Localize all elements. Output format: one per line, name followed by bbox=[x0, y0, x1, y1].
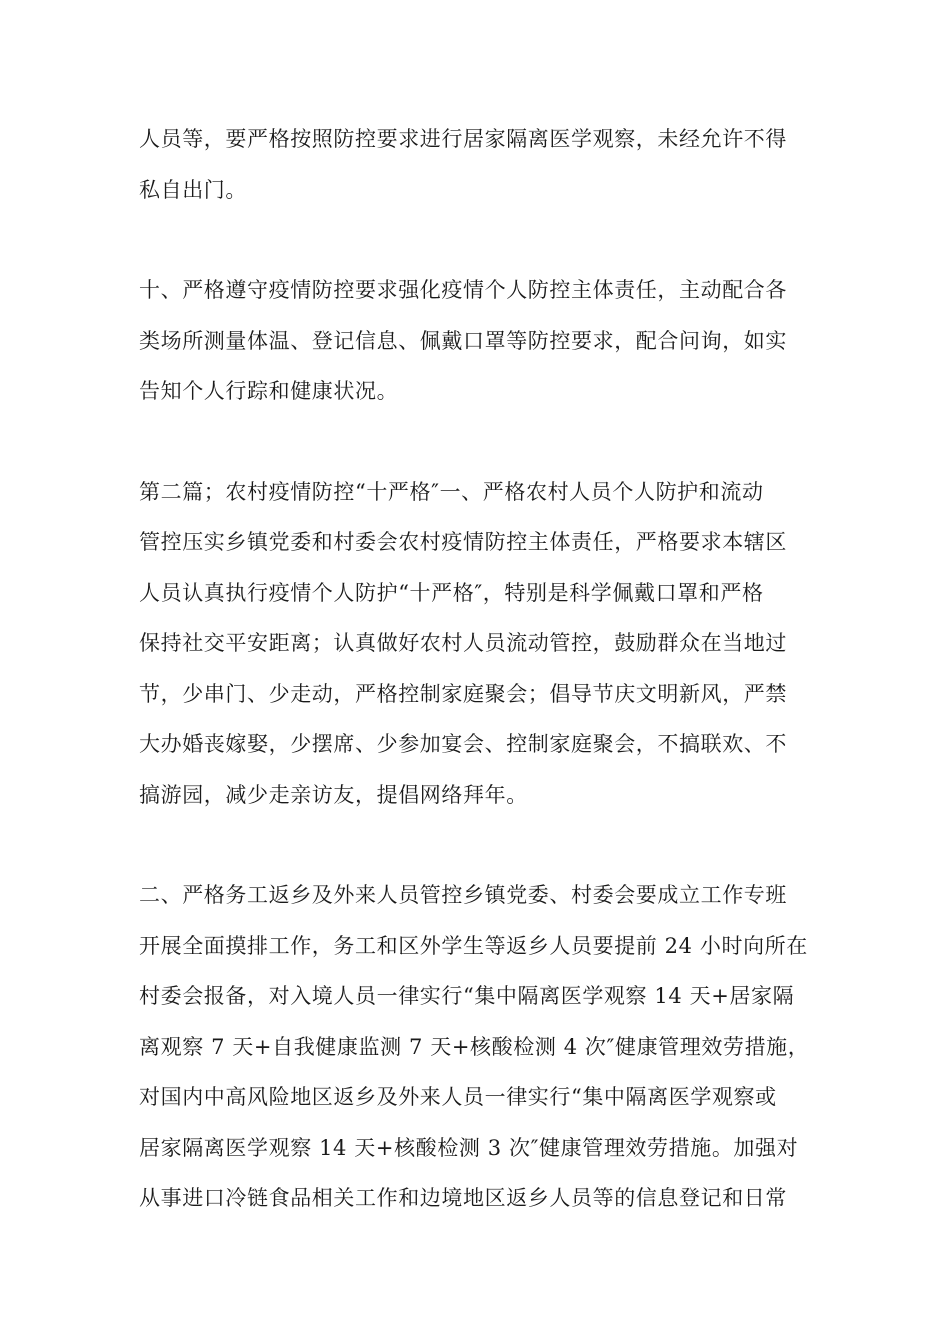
text-line: 管控压实乡镇党委和村委会农村疫情防控主体责任，严格要求本辖区 bbox=[139, 530, 787, 554]
text-line: 大办婚丧嫁娶，少摆席、少参加宴会、控制家庭聚会，不搞联欢、不 bbox=[139, 732, 787, 756]
text-line: 搞游园，减少走亲访友，提倡网络拜年。 bbox=[139, 782, 528, 807]
text-line: 十、严格遵守疫情防控要求强化疫情个人防控主体责任，主动配合各 bbox=[139, 278, 787, 302]
document-body bbox=[139, 114, 819, 1224]
text-line: 居家隔离医学观察 14 天+核酸检测 3 次″健康管理效劳措施。加强对 bbox=[139, 1135, 799, 1160]
text-line: 第二篇；农村疫情防控“十严格″一、严格农村人员个人防护和流动 bbox=[139, 479, 764, 504]
text-line: 类场所测量体温、登记信息、佩戴口罩等防控要求，配合问询，如实 bbox=[139, 328, 787, 353]
text-line: 开展全面摸排工作，务工和区外学生等返乡人员要提前 24 小时向所在 bbox=[139, 933, 808, 958]
text-line: 村委会报备，对入境人员一律实行“集中隔离医学观察 14 天+居家隔 bbox=[139, 984, 795, 1008]
paragraph-1 bbox=[139, 114, 819, 215]
paragraph-gap bbox=[139, 417, 819, 467]
text-line: 二、严格务工返乡及外来人员管控乡镇党委、村委会要成立工作专班 bbox=[139, 883, 787, 907]
paragraph-gap bbox=[139, 215, 819, 265]
paragraph-gap bbox=[139, 820, 819, 870]
text-line: 对国内中高风险地区返乡及外来人员一律实行“集中隔离医学观察或 bbox=[139, 1085, 777, 1109]
text-line: 离观察 7 天+自我健康监测 7 天+核酸检测 4 次″健康管理效劳措施， bbox=[139, 1034, 810, 1059]
paragraph-4 bbox=[139, 870, 819, 1224]
text-line: 告知个人行踪和健康状况。 bbox=[139, 379, 399, 403]
text-line: 私自出门。 bbox=[139, 177, 247, 202]
text-line: 从事进口冷链食品相关工作和边境地区返乡人员等的信息登记和日常 bbox=[139, 1186, 787, 1210]
text-line: 保持社交平安距离；认真做好农村人员流动管控，鼓励群众在当地过 bbox=[139, 631, 787, 655]
text-line: 节，少串门、少走动，严格控制家庭聚会；倡导节庆文明新风，严禁 bbox=[139, 681, 787, 706]
paragraph-3 bbox=[139, 467, 819, 821]
paragraph-2 bbox=[139, 265, 819, 417]
text-line: 人员认真执行疫情个人防护“十严格″，特别是科学佩戴口罩和严格 bbox=[139, 580, 764, 605]
text-line: 人员等，要严格按照防控要求进行居家隔离医学观察，未经允许不得 bbox=[139, 127, 787, 151]
